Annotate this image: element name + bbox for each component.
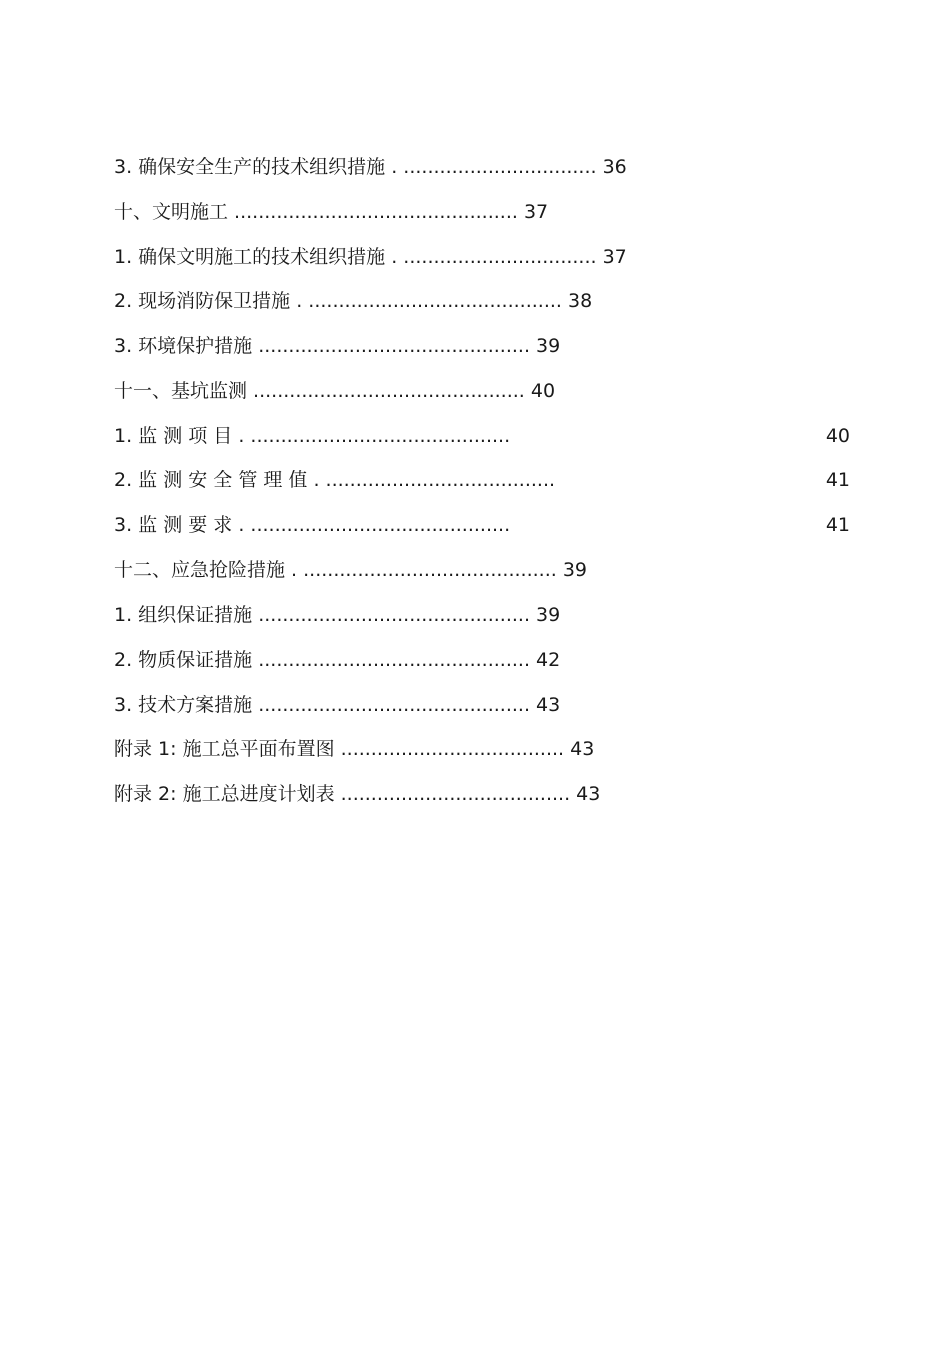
toc-entry-text: 十二、应急抢险措施 . .......................................... 39 [114, 559, 587, 581]
toc-entry-fire-security-measures [114, 287, 592, 315]
toc-page-number: 41 [825, 514, 850, 536]
toc-entry-text: 附录 1: 施工总平面布置图 ..................................... 43 [114, 738, 595, 760]
toc-entry-text: 3. 确保安全生产的技术组织措施 . ................................ 36 [114, 156, 627, 178]
toc-entry-text: 1. 确保文明施工的技术组织措施 . ................................ 37 [114, 246, 627, 268]
toc-entry-technical-plan-measures [114, 691, 560, 719]
toc-entry-text: 3. 技术方案措施 ............................................. 43 [114, 694, 561, 716]
toc-page-number: 40 [825, 425, 850, 447]
toc-entry-civilized-construction-measures [114, 243, 627, 271]
toc-entry-text: 十一、基坑监测 ............................................. 40 [114, 380, 556, 402]
toc-entry-text: 2. 监 测 安 全 管 理 值 . ...................................... [114, 469, 556, 491]
toc-entry-monitoring-safety-values [114, 466, 555, 494]
toc-entry-monitoring-requirements [114, 511, 510, 539]
toc-entry-appendix-1 [114, 735, 594, 763]
toc-entry-text: 附录 2: 施工总进度计划表 ...................................... 43 [114, 783, 601, 805]
toc-entry-organization-guarantee [114, 601, 560, 629]
toc-entry-text: 2. 物质保证措施 ............................................. 42 [114, 649, 561, 671]
toc-entry-appendix-2 [114, 780, 600, 808]
toc-page-number: 41 [825, 469, 850, 491]
toc-entry-text: 1. 监 测 项 目 . ........................................... [114, 425, 511, 447]
toc-entry-text: 3. 监 测 要 求 . ........................................... [114, 514, 511, 536]
toc-entry-text: 2. 现场消防保卫措施 . .......................................... 38 [114, 290, 593, 312]
toc-entry-civilized-construction [114, 198, 548, 226]
toc-entry-material-guarantee [114, 646, 560, 674]
toc-entry-monitoring-items [114, 422, 510, 450]
toc-entry-emergency-measures [114, 556, 587, 584]
toc-entry-safety-production-measures [114, 153, 627, 181]
toc-entry-text: 1. 组织保证措施 ............................................. 39 [114, 604, 561, 626]
toc-entry-text: 3. 环境保护措施 ............................................. 39 [114, 335, 561, 357]
toc-entry-environment-protection [114, 332, 560, 360]
toc-entry-foundation-pit-monitoring [114, 377, 555, 405]
toc-entry-text: 十、文明施工 ............................................... 37 [114, 201, 549, 223]
